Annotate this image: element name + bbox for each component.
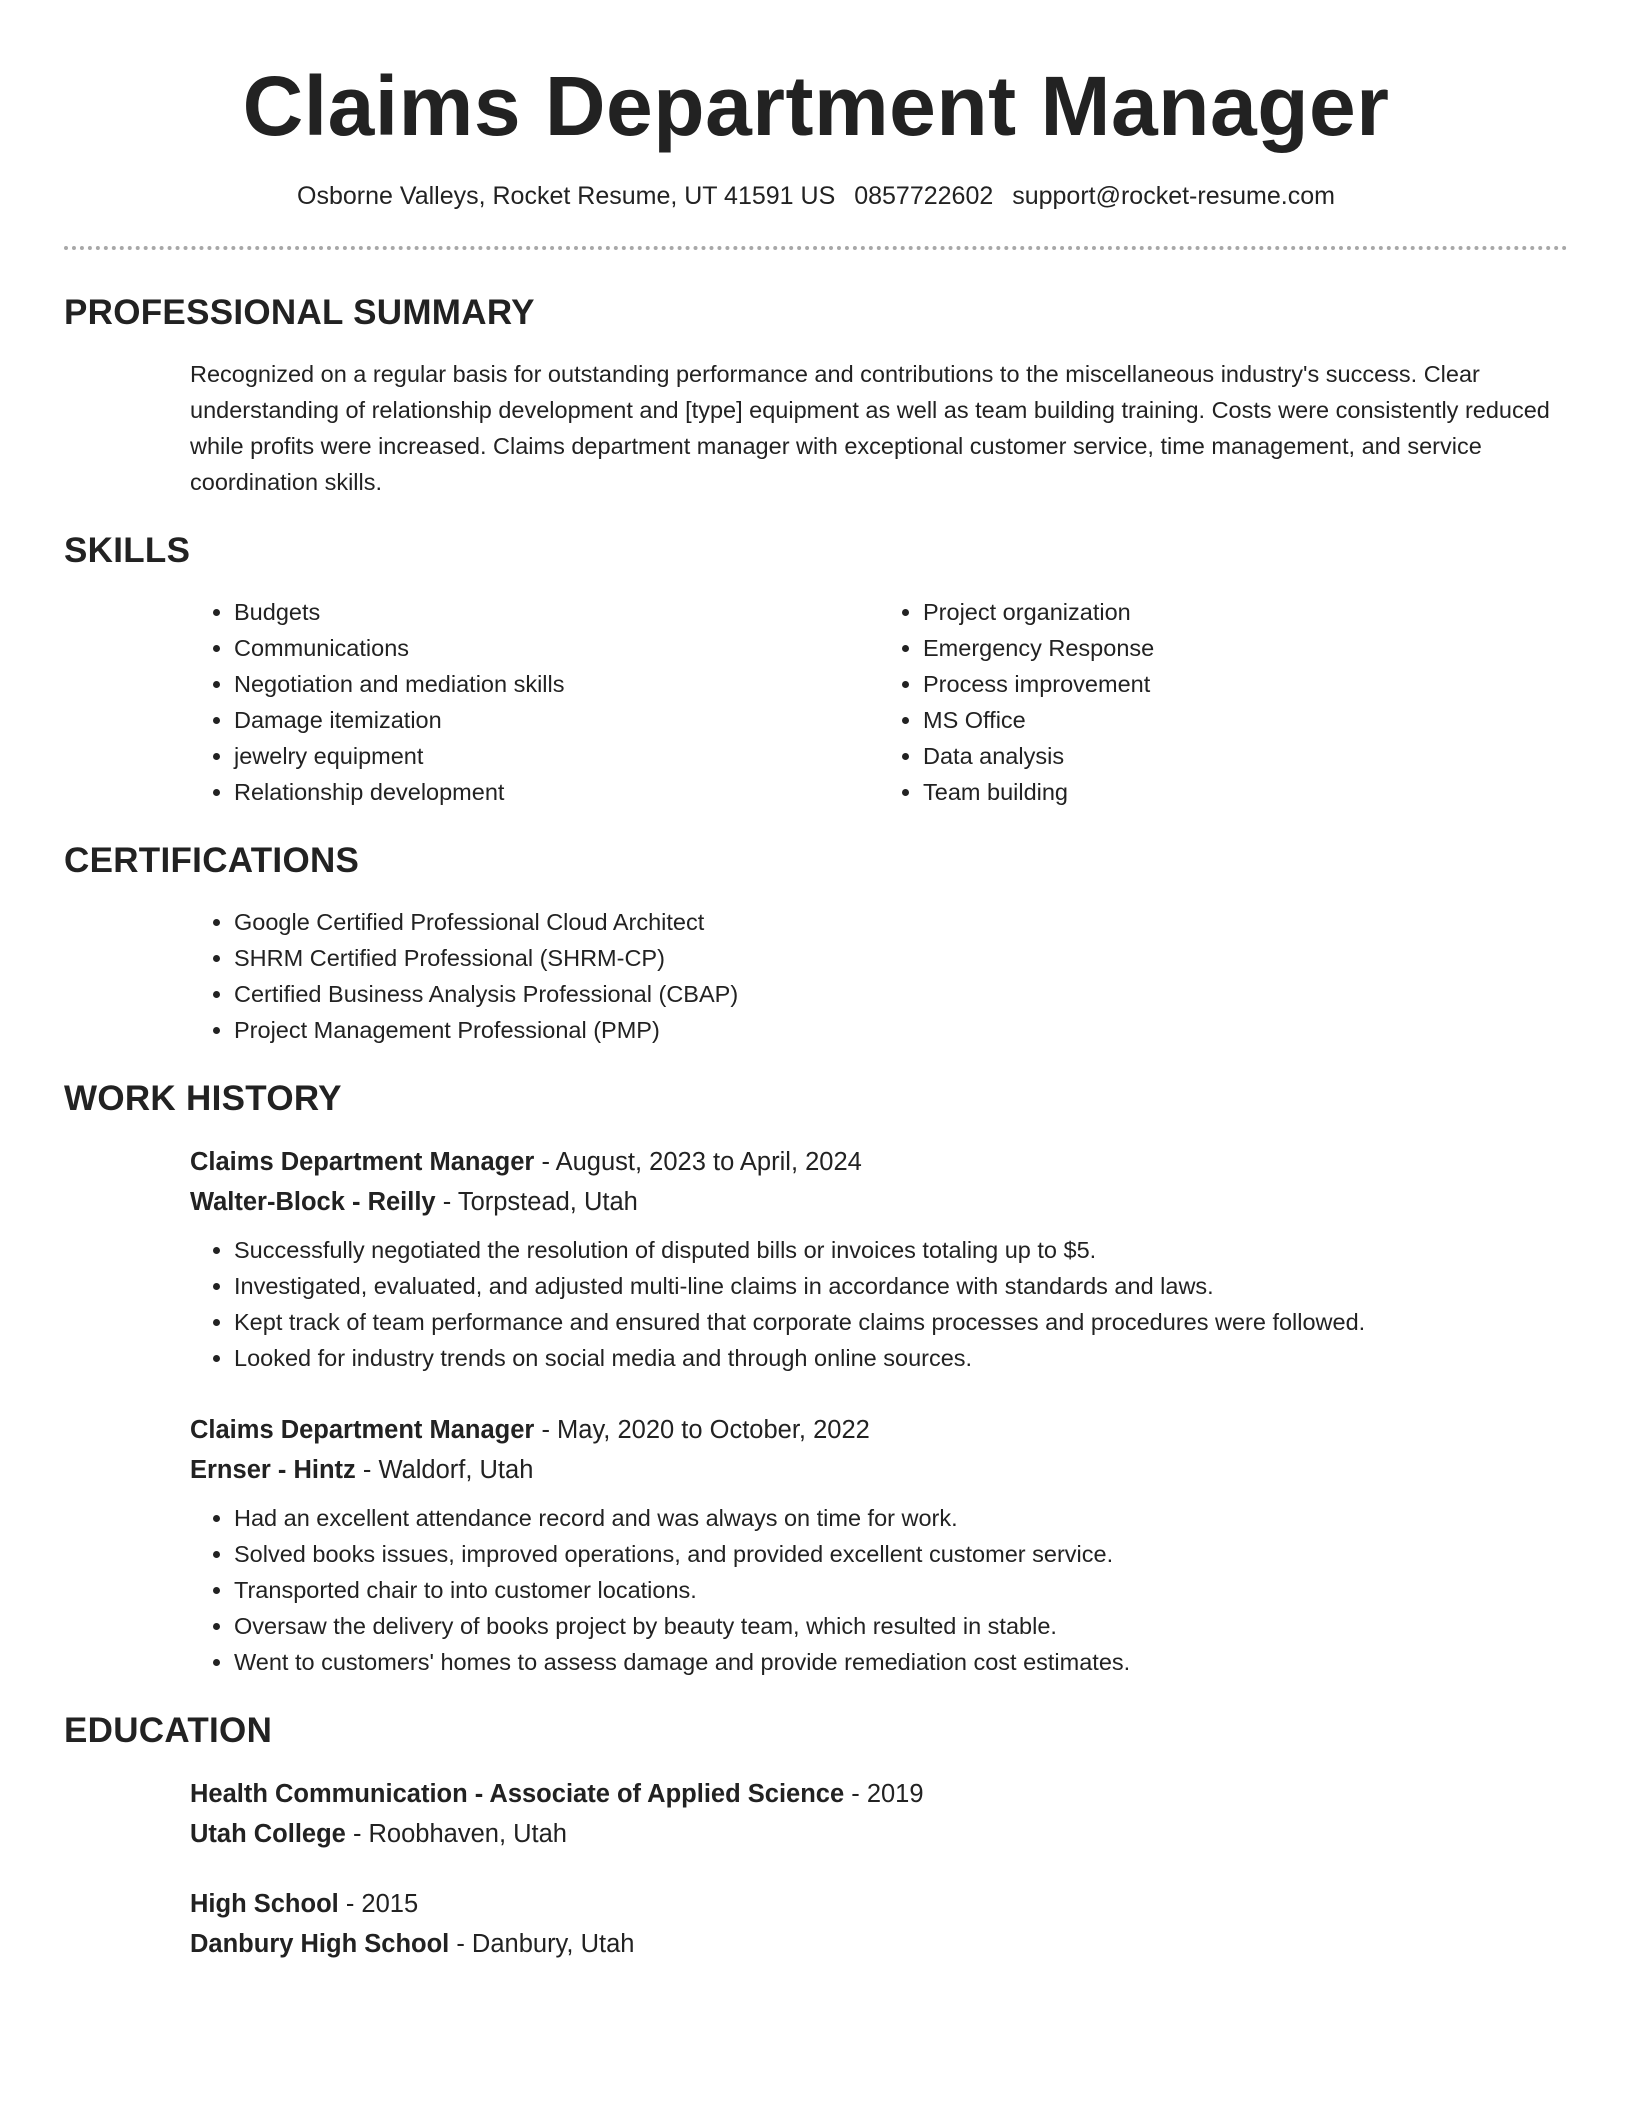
education-school: Danbury High School xyxy=(190,1930,450,1958)
skill-item: • Communications xyxy=(234,630,879,666)
job-title-line xyxy=(190,1142,1568,1182)
education-school-line xyxy=(190,1814,1568,1854)
skill-item: • Team building xyxy=(923,774,1568,810)
job-role: Claims Department Manager xyxy=(190,1148,535,1176)
resume-header xyxy=(64,0,1568,212)
skills-column-left xyxy=(190,594,879,810)
skills-list xyxy=(190,594,1568,810)
job-bullet: • Had an excellent attendance record and was always on time for work. xyxy=(234,1500,1568,1536)
job-bullet: • Successfully negotiated the resolution of disputed bills or invoices totaling up to $5. xyxy=(234,1232,1568,1268)
job-dates: - August, 2023 to April, 2024 xyxy=(534,1148,862,1176)
contact-email[interactable]: support@rocket-resume.com xyxy=(1012,182,1335,210)
summary-section xyxy=(64,292,1568,500)
certifications-section xyxy=(64,840,1568,1048)
job-bullet: • Looked for industry trends on social media and through online sources. xyxy=(234,1340,1568,1376)
job-bullet: • Investigated, evaluated, and adjusted multi-line claims in accordance with standards and laws. xyxy=(234,1268,1568,1304)
job-bullet: • Went to customers' homes to assess damage and provide remediation cost estimates. xyxy=(234,1644,1568,1680)
candidate-name: Claims Department Manager xyxy=(242,59,1390,153)
section-title-education: EDUCATION xyxy=(64,1711,273,1750)
summary-body xyxy=(190,356,1568,500)
job-role: Claims Department Manager xyxy=(190,1416,535,1444)
work-history-body xyxy=(190,1142,1568,1680)
section-title-work-history: WORK HISTORY xyxy=(64,1079,342,1118)
education-location: - Roobhaven, Utah xyxy=(345,1820,567,1848)
contact-address: Osborne Valleys, Rocket Resume, UT 41591 US xyxy=(297,182,836,210)
job-title-line xyxy=(190,1410,1568,1450)
job-company: Walter-Block - Reilly xyxy=(190,1188,436,1216)
job-bullet: • Solved books issues, improved operations, and provided excellent customer service. xyxy=(234,1536,1568,1572)
job-location: - Torpstead, Utah xyxy=(435,1188,638,1216)
skill-item: • Relationship development xyxy=(234,774,879,810)
skills-column-right xyxy=(879,594,1568,810)
section-title-certifications: CERTIFICATIONS xyxy=(64,841,360,880)
skills-section xyxy=(64,530,1568,810)
education-section xyxy=(64,1710,1568,1964)
job-bullets xyxy=(190,1232,1568,1376)
education-entry xyxy=(190,1774,1568,1854)
certifications-body xyxy=(190,904,1568,1048)
skill-item: • Negotiation and mediation skills xyxy=(234,666,879,702)
skill-item: • Budgets xyxy=(234,594,879,630)
skill-item: • MS Office xyxy=(923,702,1568,738)
job-company: Ernser - Hintz xyxy=(190,1456,356,1484)
certification-item: • Project Management Professional (PMP) xyxy=(234,1012,1568,1048)
contact-phone: 0857722602 xyxy=(854,182,994,210)
work-history-section xyxy=(64,1078,1568,1680)
certification-item: • Google Certified Professional Cloud Architect xyxy=(234,904,1568,940)
education-location: - Danbury, Utah xyxy=(449,1930,635,1958)
skill-item: • Emergency Response xyxy=(923,630,1568,666)
header-divider xyxy=(64,246,1568,250)
education-degree: Health Communication - Associate of Applied Science xyxy=(190,1780,845,1808)
skill-item: • Process improvement xyxy=(923,666,1568,702)
job-location: - Waldorf, Utah xyxy=(355,1456,534,1484)
job-entry xyxy=(190,1142,1568,1376)
skill-item: • Damage itemization xyxy=(234,702,879,738)
job-company-line xyxy=(190,1450,1568,1490)
summary-text: Recognized on a regular basis for outstanding performance and contributions to the miscellaneous industry's success. Clear understanding of relationship development and [type] equipment as well as team building training. Costs were consistently reduced while profits were increased. Claims department manager with exceptional customer service, time management, and service coordination skills. xyxy=(190,361,1550,495)
certifications-list xyxy=(190,904,1568,1048)
education-school-line xyxy=(190,1924,1568,1964)
job-bullet: • Kept track of team performance and ensured that corporate claims processes and procedures were followed. xyxy=(234,1304,1568,1340)
job-bullet: • Oversaw the delivery of books project by beauty team, which resulted in stable. xyxy=(234,1608,1568,1644)
education-degree-line xyxy=(190,1884,1568,1924)
job-entry xyxy=(190,1410,1568,1680)
certification-item: • SHRM Certified Professional (SHRM-CP) xyxy=(234,940,1568,976)
job-company-line xyxy=(190,1182,1568,1222)
skill-item: • Project organization xyxy=(923,594,1568,630)
education-year: - 2019 xyxy=(844,1780,924,1808)
job-bullets xyxy=(190,1500,1568,1680)
education-degree: High School xyxy=(190,1890,339,1918)
education-body xyxy=(190,1774,1568,1964)
section-title-skills: SKILLS xyxy=(64,531,191,570)
job-bullet: • Transported chair to into customer locations. xyxy=(234,1572,1568,1608)
skill-item: • Data analysis xyxy=(923,738,1568,774)
education-entry xyxy=(190,1884,1568,1964)
section-title-summary: PROFESSIONAL SUMMARY xyxy=(64,293,535,332)
job-dates: - May, 2020 to October, 2022 xyxy=(534,1416,870,1444)
education-year: - 2015 xyxy=(338,1890,419,1918)
education-degree-line xyxy=(190,1774,1568,1814)
contact-line xyxy=(64,180,1568,212)
skill-item: • jewelry equipment xyxy=(234,738,879,774)
certification-item: • Certified Business Analysis Professional (CBAP) xyxy=(234,976,1568,1012)
education-school: Utah College xyxy=(190,1820,346,1848)
